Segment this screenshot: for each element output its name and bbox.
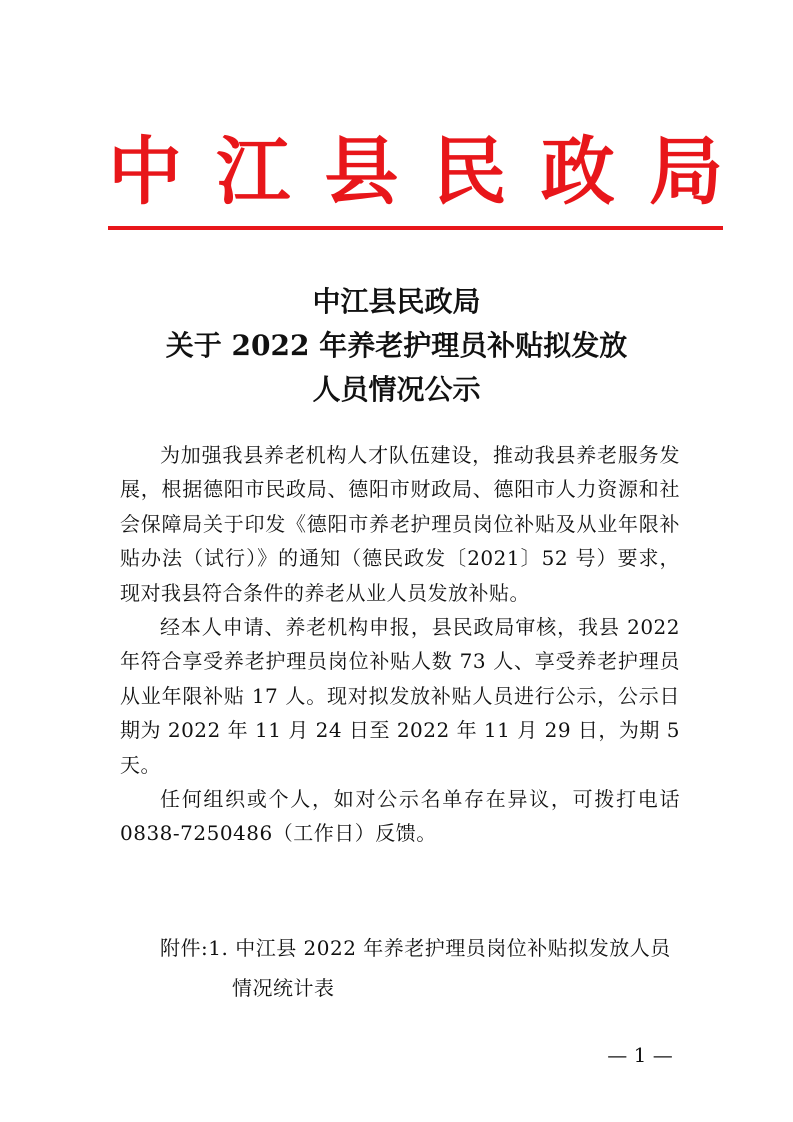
attachment-item-line-1: 1. 中江县 2022 年养老护理员岗位补贴拟发放人员 <box>208 936 671 960</box>
document-title <box>0 280 793 412</box>
red-divider-rule <box>108 226 723 230</box>
agency-masthead: 中 江 县 民 政 局 <box>108 129 723 215</box>
body-paragraph-1: 为加强我县养老机构人才队伍建设，推动我县养老服务发展，根据德阳市民政局、德阳市财政局、德阳市人力资源和社会保障局关于印发《德阳市养老护理员岗位补贴及从业年限补贴办法（试行）》的通知（德民政发〔2021〕52 号）要求，现对我县符合条件的养老从业人员发放补贴。 <box>120 443 680 605</box>
page-number: — 1 — <box>607 1043 673 1067</box>
attachment-list <box>160 928 680 1008</box>
body-paragraph-2: 经本人申请、养老机构申报，县民政局审核，我县 2022 年符合享受养老护理员岗位补贴人数 73 人、享受养老护理员从业年限补贴 17 人。现对拟发放补贴人员进行公示，公示日期为 2022 年 11 月 24 日至 2022 年 11 月 29 日，为期 5 天。 <box>120 615 680 777</box>
title-line-2: 关于 2022 年养老护理员补贴拟发放 <box>165 329 628 362</box>
title-line-3: 人员情况公示 <box>312 373 481 406</box>
body-paragraph-3: 任何组织或个人，如对公示名单存在异议，可拨打电话 0838-7250486（工作日）反馈。 <box>120 787 680 846</box>
title-line-1: 中江县民政局 <box>312 285 481 318</box>
attachment-label: 附件: <box>160 936 209 960</box>
attachment-item-line-2: 情况统计表 <box>232 976 335 1000</box>
document-body <box>120 438 680 851</box>
